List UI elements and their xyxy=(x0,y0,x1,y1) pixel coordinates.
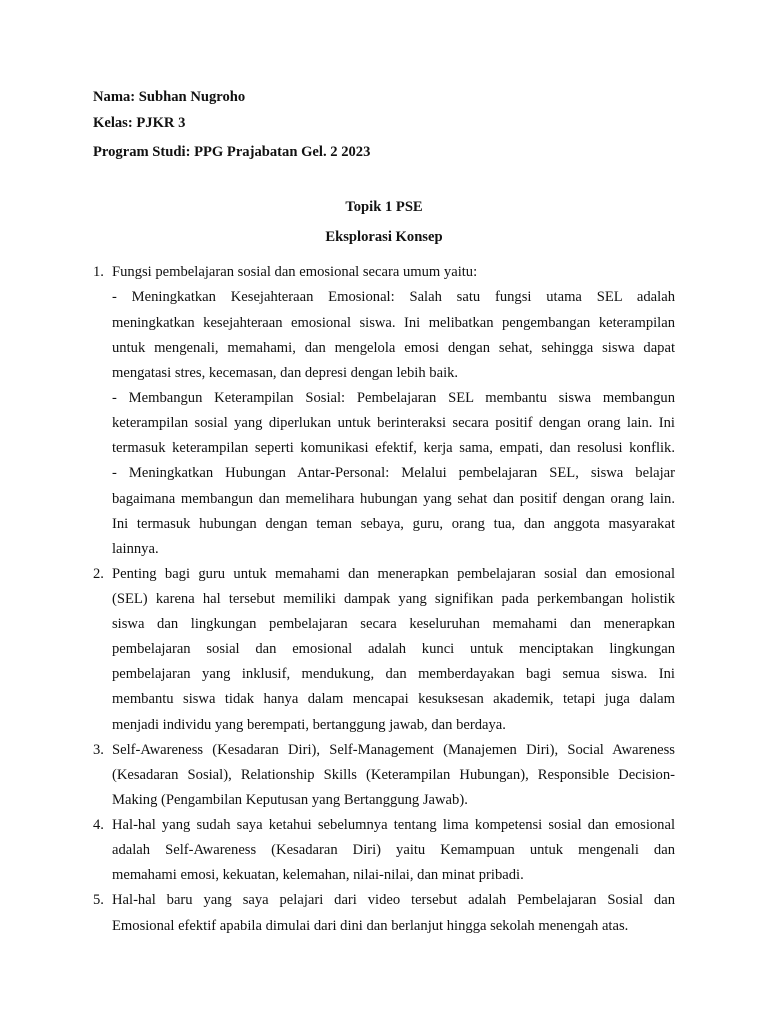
item-2-line: Penting bagi guru untuk memahami dan menerapkan pembelajaran sosial dan emosional xyxy=(112,566,675,582)
item-3-number: 3. xyxy=(93,742,104,758)
item-4-line: Hal-hal yang sudah saya ketahui sebelumnya tentang lima kompetensi sosial dan emosional xyxy=(112,817,675,833)
item-4-line: memahami emosi, kekuatan, kelemahan, nilai-nilai, dan minat pribadi. xyxy=(112,867,524,883)
item-1-line: - Membangun Keterampilan Sosial: Pembelajaran SEL membantu siswa membangun xyxy=(112,390,675,406)
item-2-line: siswa dan lingkungan pembelajaran secara keseluruhan memahami dan menerapkan xyxy=(112,616,675,632)
item-1-line: meningkatkan kesejahteraan emosional siswa. Ini melibatkan pengembangan keterampilan xyxy=(112,315,675,331)
item-1-line: keterampilan sosial yang diperlukan untuk berinteraksi secara positif dengan orang lain. Ini xyxy=(112,415,675,431)
item-2-line: pembelajaran yang inklusif, mendukung, dan memberdayakan bagi semua siswa. Ini xyxy=(112,666,675,682)
item-4-line: adalah Self-Awareness (Kesadaran Diri) yaitu Kemampuan untuk mengenali dan xyxy=(112,842,675,858)
item-5-line: Hal-hal baru yang saya pelajari dari video tersebut adalah Pembelajaran Sosial dan xyxy=(112,892,675,908)
item-2-line: (SEL) karena hal tersebut memiliki dampak yang signifikan pada perkembangan holistik xyxy=(112,591,675,607)
item-1-line: Fungsi pembelajaran sosial dan emosional secara umum yaitu: xyxy=(112,264,478,280)
item-1-number: 1. xyxy=(93,264,104,280)
item-1-line: termasuk keterampilan seperti komunikasi efektif, kerja sama, empati, dan resolusi konflik. xyxy=(112,440,675,456)
item-5-line: Emosional efektif apabila dimulai dari dini dan berlanjut hingga sekolah menengah atas. xyxy=(112,918,629,934)
item-2-line: pembelajaran sosial dan emosional adalah kunci untuk menciptakan lingkungan xyxy=(112,641,675,657)
item-1-line: mengatasi stres, kecemasan, dan depresi dengan lebih baik. xyxy=(112,365,459,381)
item-3-line: (Kesadaran Sosial), Relationship Skills (Keterampilan Hubungan), Responsible Decision- xyxy=(112,767,675,783)
study-program: Program Studi: PPG Prajabatan Gel. 2 2023 xyxy=(93,144,371,160)
topic-title: Topik 1 PSE xyxy=(345,199,423,215)
item-2-number: 2. xyxy=(93,566,104,582)
topic-subtitle: Eksplorasi Konsep xyxy=(325,229,443,245)
item-3-line: Making (Pengambilan Keputusan yang Bertanggung Jawab). xyxy=(112,792,468,808)
student-name: Nama: Subhan Nugroho xyxy=(93,89,246,105)
item-2-line: menjadi individu yang berempati, bertanggung jawab, dan berdaya. xyxy=(112,717,506,733)
student-class: Kelas: PJKR 3 xyxy=(93,115,186,131)
item-1-line: bagaimana membangun dan memelihara hubungan yang sehat dan positif dengan orang lain. xyxy=(112,491,675,507)
item-1-line: - Meningkatkan Hubungan Antar-Personal: Melalui pembelajaran SEL, siswa belajar xyxy=(112,465,675,481)
item-1-line: lainnya. xyxy=(112,541,159,557)
item-3-line: Self-Awareness (Kesadaran Diri), Self-Management (Manajemen Diri), Social Awareness xyxy=(112,742,675,758)
item-2-line: membantu siswa tidak hanya dalam mencapai kesuksesan akademik, tetapi juga dalam xyxy=(112,691,675,707)
item-5-number: 5. xyxy=(93,892,104,908)
item-1-line: untuk mengenali, memahami, dan mengelola emosi dengan sehat, sehingga siswa dapat xyxy=(112,340,675,356)
item-1-line: - Meningkatkan Kesejahteraan Emosional: Salah satu fungsi utama SEL adalah xyxy=(112,289,675,305)
item-1-line: Ini termasuk hubungan dengan teman sebaya, guru, orang tua, dan anggota masyarakat xyxy=(112,516,675,532)
item-4-number: 4. xyxy=(93,817,104,833)
